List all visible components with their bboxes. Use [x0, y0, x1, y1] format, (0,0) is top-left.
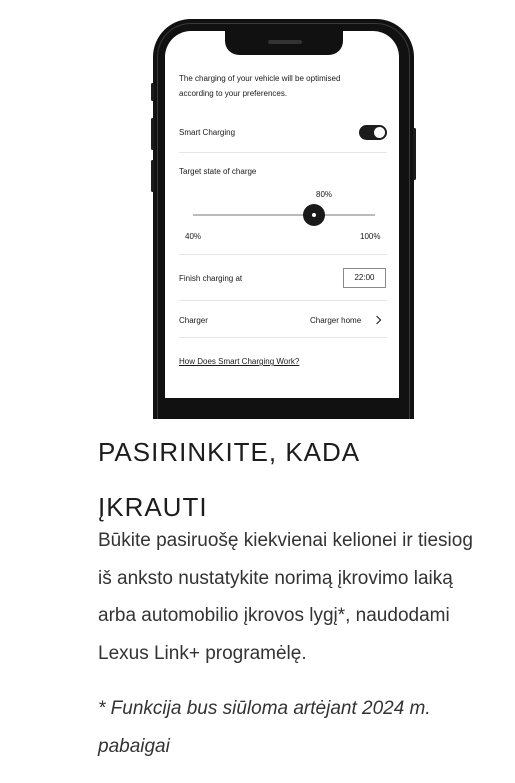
phone-power-button — [413, 128, 416, 180]
finish-charging-label: Finish charging at — [179, 274, 243, 283]
charge-slider-thumb[interactable] — [303, 204, 325, 226]
phone-notch — [225, 31, 343, 55]
divider — [179, 300, 387, 301]
target-charge-label: Target state of charge — [179, 167, 257, 176]
phone-volume-down-button — [151, 160, 154, 192]
divider — [179, 337, 387, 338]
charger-label: Charger — [179, 316, 208, 325]
divider — [179, 152, 387, 153]
phone-screen — [165, 31, 399, 398]
divider — [179, 254, 387, 255]
chevron-right-icon[interactable] — [373, 316, 381, 324]
toggle-knob — [374, 127, 385, 138]
smart-charging-toggle[interactable] — [359, 125, 387, 140]
footnote: * Funkcija bus siūloma artėjant 2024 m. pabaigai — [98, 698, 431, 757]
slider-max-label: 100% — [360, 232, 381, 241]
target-charge-value: 80% — [316, 190, 333, 199]
charger-value[interactable]: Charger home — [310, 316, 362, 325]
smart-charging-label: Smart Charging — [179, 128, 236, 137]
charge-slider-track[interactable] — [193, 214, 375, 216]
how-smart-charging-works-link[interactable]: How Does Smart Charging Work? — [179, 357, 300, 366]
phone-side-button — [151, 83, 154, 101]
slider-min-label: 40% — [185, 232, 202, 241]
finish-time-input[interactable]: 22:00 — [343, 268, 386, 288]
body-text: Būkite pasiruošę kiekvienai kelionei ir tiesiog iš anksto nustatykite norimą įkrovimo laiką arba automobilio įkrovos lygį*, naudodami Lexus Link+ programėlę. — [98, 530, 473, 664]
page-heading: PASIRINKITE, KADA ĮKRAUTI — [98, 437, 359, 522]
slider-thumb-dot — [312, 213, 316, 217]
phone-speaker — [268, 40, 302, 44]
intro-text: The charging of your vehicle will be optimised according to your preferences. — [179, 74, 341, 98]
phone-volume-up-button — [151, 118, 154, 150]
